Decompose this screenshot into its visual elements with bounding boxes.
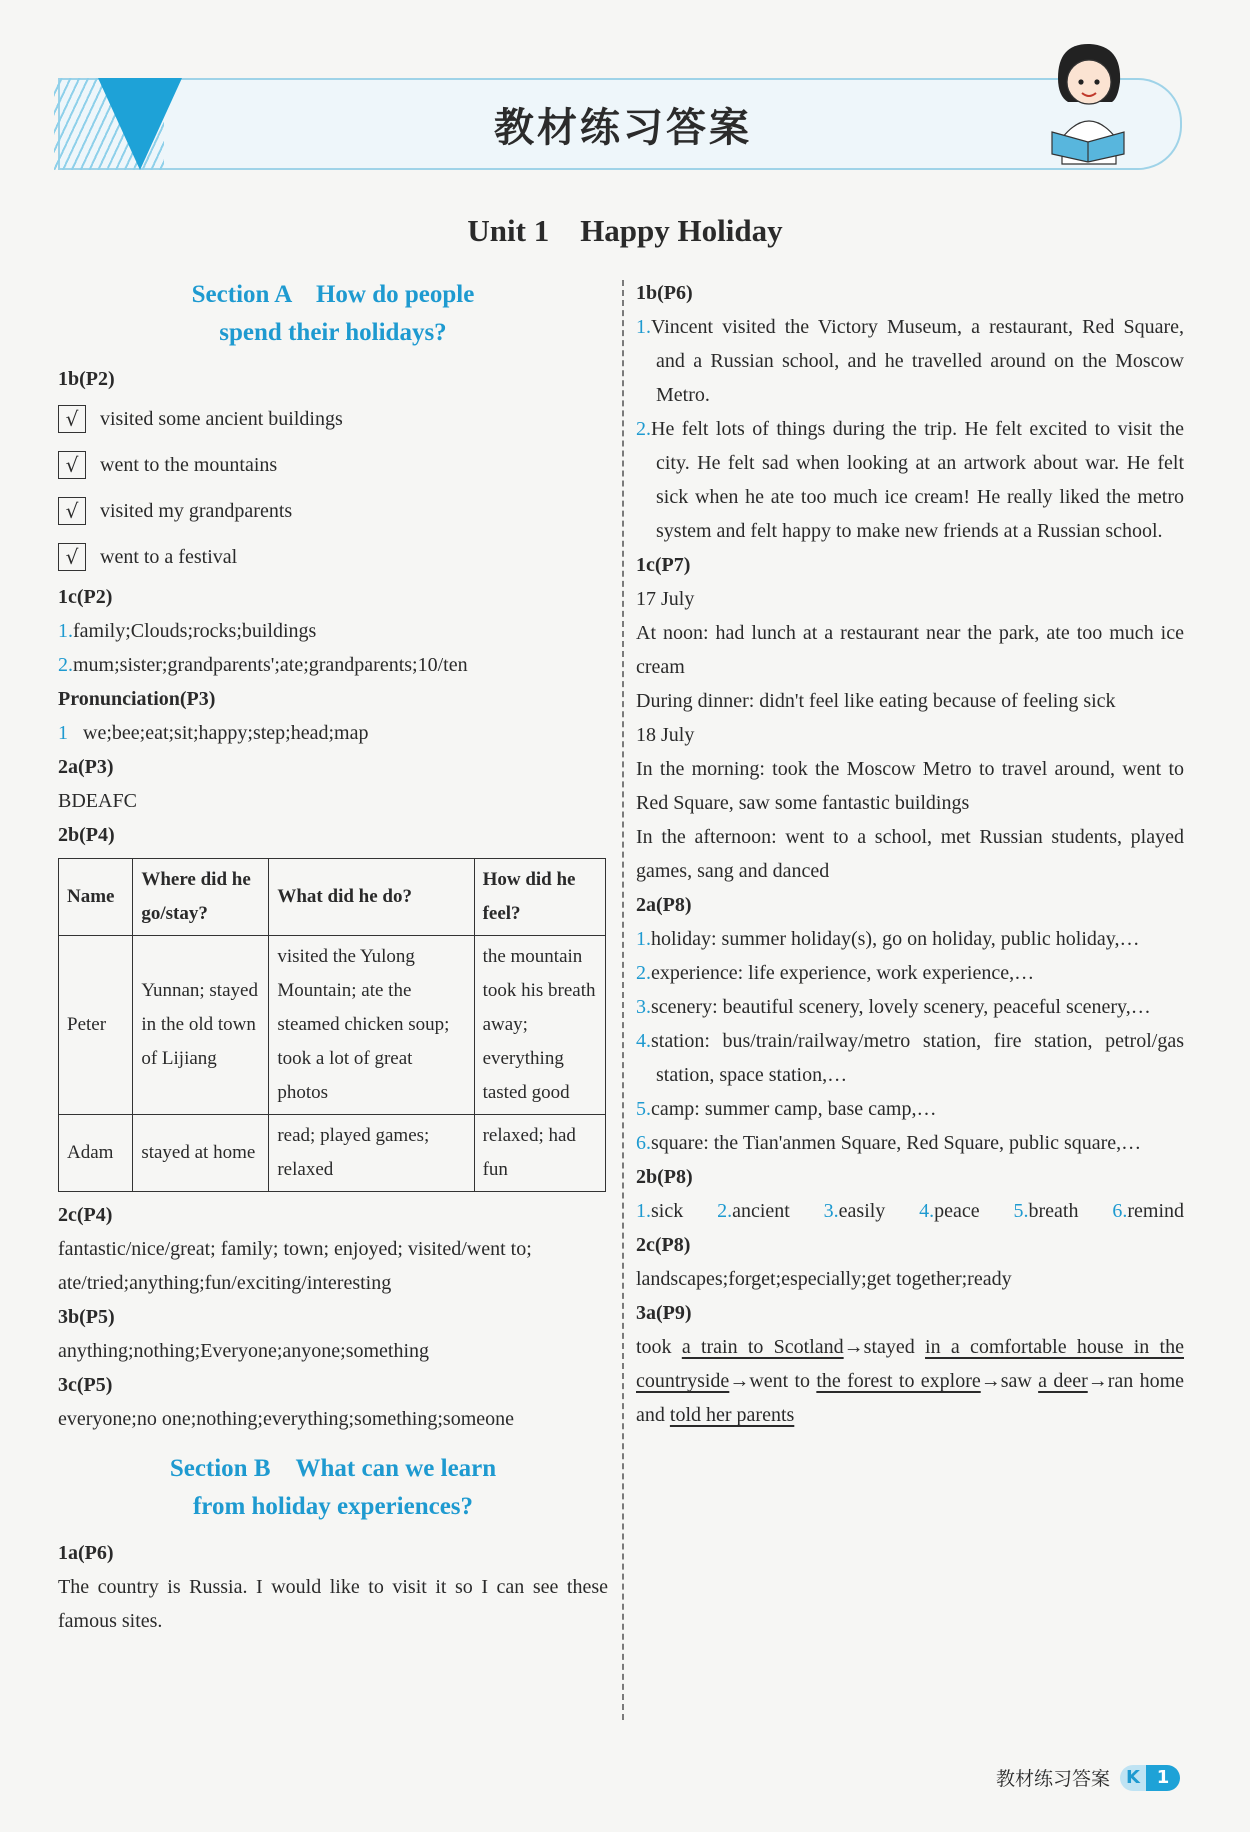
answer-paragraph: The country is Russia. I would like to visit it so I can see these famous sites. (58, 1576, 608, 1632)
answer-line: 2.mum;sister;grandparents';ate;grandparents;10/ten (58, 654, 468, 676)
table-cell: the mountain took his breath away; everything tasted good (474, 936, 605, 1115)
answer-line: 1.family;Clouds;rocks;buildings (58, 620, 317, 642)
answer-line: 1 we;bee;eat;sit;happy;step;head;map (58, 722, 369, 744)
answer-flow: took a train to Scotland→stayed in a comfortable house in the countryside→went to the forest to explore→saw a deer→ran home and told her parents (636, 1336, 1184, 1426)
exercise-label: 2b(P8) (636, 1166, 693, 1188)
exercise-label: 3c(P5) (58, 1374, 113, 1396)
check-mark-icon: √ (58, 405, 86, 433)
left-column (58, 276, 608, 1638)
answer-paragraph: In the morning: took the Moscow Metro to travel around, went to Red Square, saw some fantastic buildings (636, 758, 1184, 814)
answer-item: 1.sick (636, 1200, 684, 1222)
page-badge (1120, 1765, 1180, 1791)
exercise-label: 3a(P9) (636, 1302, 692, 1324)
table-header-row (59, 859, 606, 936)
answer-line: ate/tried;anything;fun/exciting/interesting (58, 1272, 392, 1294)
right-column (636, 276, 1184, 1432)
reading-girl-icon (1028, 38, 1148, 168)
exercise-label: 1b(P2) (58, 368, 115, 390)
exercise-label: 2b(P4) (58, 824, 115, 846)
table-header-cell: How did he feel? (474, 859, 605, 936)
page-number: 1 (1146, 1765, 1180, 1791)
column-divider (622, 280, 624, 1720)
answer-item: 2.experience: life experience, work experience,… (636, 962, 1035, 984)
table-cell: read; played games; relaxed (269, 1115, 474, 1192)
table-cell: relaxed; had fun (474, 1115, 605, 1192)
unit-title: Unit 1 Happy Holiday (467, 213, 783, 248)
answer-line: fantastic/nice/great; family; town; enjoyed; visited/went to; (58, 1238, 532, 1260)
exercise-label: 2c(P4) (58, 1204, 113, 1226)
table-cell: Yunnan; stayed in the old town of Lijiang (133, 936, 269, 1115)
checklist-item: √ visited some ancient buildings (58, 396, 608, 442)
answer-item: 2.ancient (717, 1200, 790, 1222)
answer-item: 5.breath (1013, 1200, 1079, 1222)
answer-line: anything;nothing;Everyone;anyone;something (58, 1340, 430, 1362)
exercise-label: Pronunciation(P3) (58, 688, 216, 710)
check-mark-icon: √ (58, 543, 86, 571)
exercise-label: 2a(P3) (58, 756, 114, 778)
exercise-label: 2a(P8) (636, 894, 692, 916)
page-footer (996, 1764, 1180, 1791)
exercise-label: 1a(P6) (58, 1542, 114, 1564)
answer-table (58, 858, 606, 1192)
check-mark-icon: √ (58, 451, 86, 479)
answer-item: 6.remind (1112, 1200, 1184, 1222)
badge-letter: K (1120, 1765, 1146, 1791)
answer-item: 6.square: the Tian'anmen Square, Red Square, public square,… (636, 1132, 1142, 1154)
table-cell: visited the Yulong Mountain; ate the steamed chicken soup; took a lot of great photos (269, 936, 474, 1115)
answer-item: 1.holiday: summer holiday(s), go on holiday, public holiday,… (636, 928, 1140, 950)
answer-item: 5.camp: summer camp, base camp,… (636, 1098, 937, 1120)
checklist-item: √ visited my grandparents (58, 488, 608, 534)
answer-paragraph: At noon: had lunch at a restaurant near the park, ate too much ice cream (636, 622, 1184, 678)
answer-item: 4.station: bus/train/railway/metro station, fire station, petrol/gas station, space station,… (636, 1030, 1184, 1086)
section-a-heading: Section A How do people spend their holidays? (191, 281, 475, 346)
answer-item: 2.He felt lots of things during the trip. He felt excited to visit the city. He felt sad when looking at an artwork about war. He felt sick when he ate too much ice cream! He really liked the metro system and felt happy to make new friends at a Russian school. (636, 418, 1184, 542)
footer-text: 教材练习答案 (995, 1768, 1110, 1790)
table-header-cell: Where did he go/stay? (133, 859, 269, 936)
date-line: 17 July (636, 588, 695, 610)
date-line: 18 July (636, 724, 695, 746)
table-header-cell: Name (59, 859, 133, 936)
table-row (59, 1115, 606, 1192)
table-header-cell: What did he do? (269, 859, 474, 936)
answer-item: 3.easily (823, 1200, 886, 1222)
answer-line: BDEAFC (58, 790, 137, 812)
answer-paragraph: In the afternoon: went to a school, met Russian students, played games, sang and danced (636, 826, 1184, 882)
table-cell: Peter (59, 936, 133, 1115)
table-row (59, 936, 606, 1115)
exercise-label: 1c(P2) (58, 586, 113, 608)
exercise-label: 1c(P7) (636, 554, 691, 576)
checklist-item: √ went to the mountains (58, 442, 608, 488)
answer-paragraph: During dinner: didn't feel like eating because of feeling sick (636, 690, 1116, 712)
check-mark-icon: √ (58, 497, 86, 525)
exercise-label: 2c(P8) (636, 1234, 691, 1256)
table-cell: stayed at home (133, 1115, 269, 1192)
answer-line: everyone;no one;nothing;everything;something;someone (58, 1408, 515, 1430)
answer-item: 4.peace (919, 1200, 980, 1222)
header-banner (58, 78, 1188, 170)
section-b-heading: Section B What can we learn from holiday experiences? (169, 1455, 497, 1520)
exercise-label: 1b(P6) (636, 282, 693, 304)
exercise-label: 3b(P5) (58, 1306, 115, 1328)
answer-item: 3.scenery: beautiful scenery, lovely scenery, peaceful scenery,… (636, 996, 1151, 1018)
table-cell: Adam (59, 1115, 133, 1192)
answer-line (636, 1194, 1184, 1228)
answer-line: landscapes;forget;especially;get together;ready (636, 1268, 1012, 1290)
checklist-item: √ went to a festival (58, 534, 608, 580)
page-header-title: 教材练习答案 (494, 105, 752, 151)
answer-item: 1.Vincent visited the Victory Museum, a restaurant, Red Square, and a Russian school, and he travelled around on the Moscow Metro. (636, 316, 1184, 406)
